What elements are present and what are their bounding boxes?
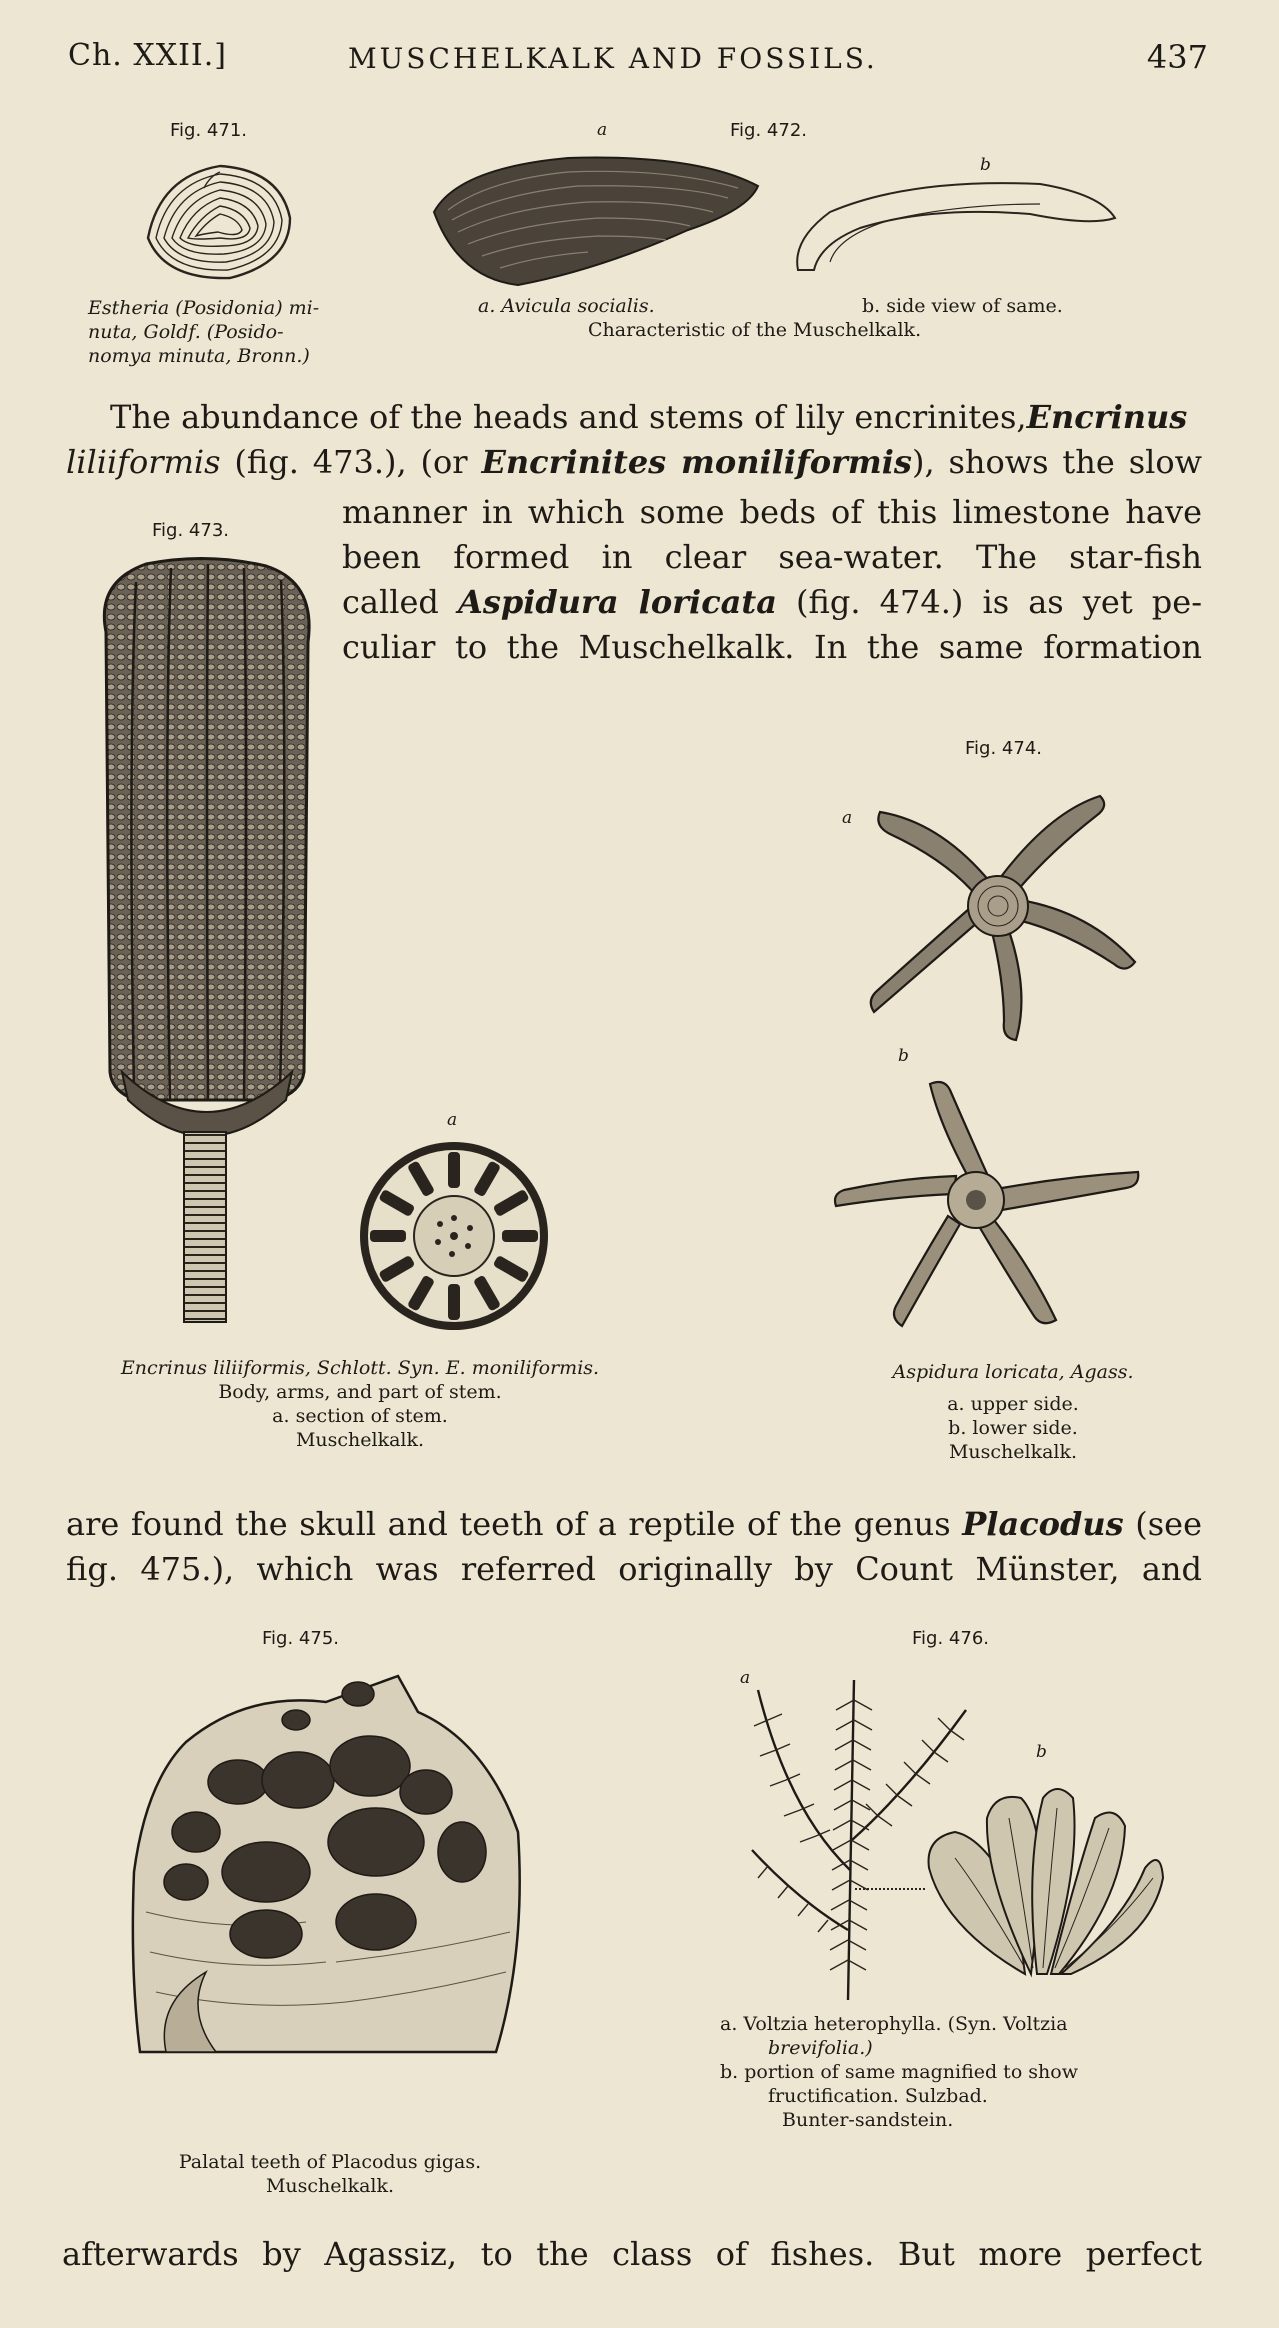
fig-476-label: Fig. 476. (912, 1628, 989, 1649)
placodus-teeth-illustration (126, 1672, 526, 2062)
running-header (68, 38, 1208, 82)
fig-473-caption: Encrinus liliiformis, Schlott. Syn. E. moniliformis. Body, arms, and part of stem. a. section of stem. Muschelkalk. (120, 1357, 600, 1451)
fig-472-letter-b: b (980, 155, 991, 175)
fig-474-letter-a: a (842, 808, 853, 828)
paragraph-1-line-5: called Aspidura loricata (fig. 474.) is as yet pe- (342, 583, 1203, 621)
fig-473-letter-a: a (447, 1110, 458, 1130)
fig-473-label: Fig. 473. (152, 520, 229, 541)
fig-476-letter-b: b (1036, 1742, 1047, 1762)
stem-section-illustration (356, 1138, 552, 1334)
fig-472-letter-a: a (597, 120, 608, 140)
chapter-reference: Ch. XXII.] (68, 38, 228, 73)
fig-475-label: Fig. 475. (262, 1628, 339, 1649)
fig-476-caption: a. Voltzia heterophylla. (Syn. Voltzia brevifolia.) b. portion of same magnified to show fructification. Sulzbad. Bunter-sandstein. (720, 2013, 1078, 2131)
estheria-shell-illustration (140, 158, 300, 286)
aspidura-upper-side-illustration (860, 782, 1142, 1044)
paragraph-1-line-6: culiar to the Muschelkalk. In the same formation (342, 628, 1202, 666)
fig-471-caption: Estheria (Posidonia) mi- nuta, Goldf. (Posido- nomya minuta, Bronn.) (88, 297, 320, 367)
encrinus-crinoid-illustration (76, 552, 331, 1332)
paragraph-1-line-2: liliiformis (fig. 473.), (or Encrinites moniliformis), shows the slow (66, 443, 1203, 481)
page-number: 437 (1146, 38, 1208, 76)
paragraph-1-line-4: been formed in clear sea-water. The star-fish (342, 538, 1202, 576)
fig-475-caption: Palatal teeth of Placodus gigas. Muschelkalk. (178, 2151, 482, 2197)
fig-474-letter-b: b (898, 1046, 909, 1066)
page-title: MUSCHELKALK AND FOSSILS. (348, 42, 878, 75)
avicula-shell-illustration (428, 150, 763, 290)
paragraph-1-line-1: The abundance of the heads and stems of lily encrinites,Encrinus (110, 398, 1188, 436)
voltzia-fructification-illustration (925, 1778, 1165, 1978)
paragraph-2-line-2: fig. 475.), which was referred originally by Count Münster, and (66, 1550, 1202, 1588)
fig-474-caption: Aspidura loricata, Agass. a. upper side. b. lower side. Muschelkalk. (892, 1361, 1134, 1463)
paragraph-3-line-1: afterwards by Agassiz, to the class of fishes. But more perfect (62, 2235, 1202, 2273)
aspidura-lower-side-illustration (830, 1076, 1142, 1334)
fig-476-letter-a: a (740, 1668, 751, 1688)
paragraph-2-line-1: are found the skull and teeth of a reptile of the genus Placodus (see (66, 1505, 1203, 1543)
fig-476-dotted-leader (855, 1888, 925, 1890)
paragraph-1-line-3: manner in which some beds of this limestone have (342, 493, 1202, 531)
fig-474-label: Fig. 474. (965, 738, 1042, 759)
fig-472-label: Fig. 472. (730, 120, 807, 141)
fig-472-caption: a. Avicula socialis. b. side view of same. Characteristic of the Muschelkalk. (478, 295, 1063, 341)
avicula-side-view-illustration (790, 170, 1120, 280)
fig-471-label: Fig. 471. (170, 120, 247, 141)
